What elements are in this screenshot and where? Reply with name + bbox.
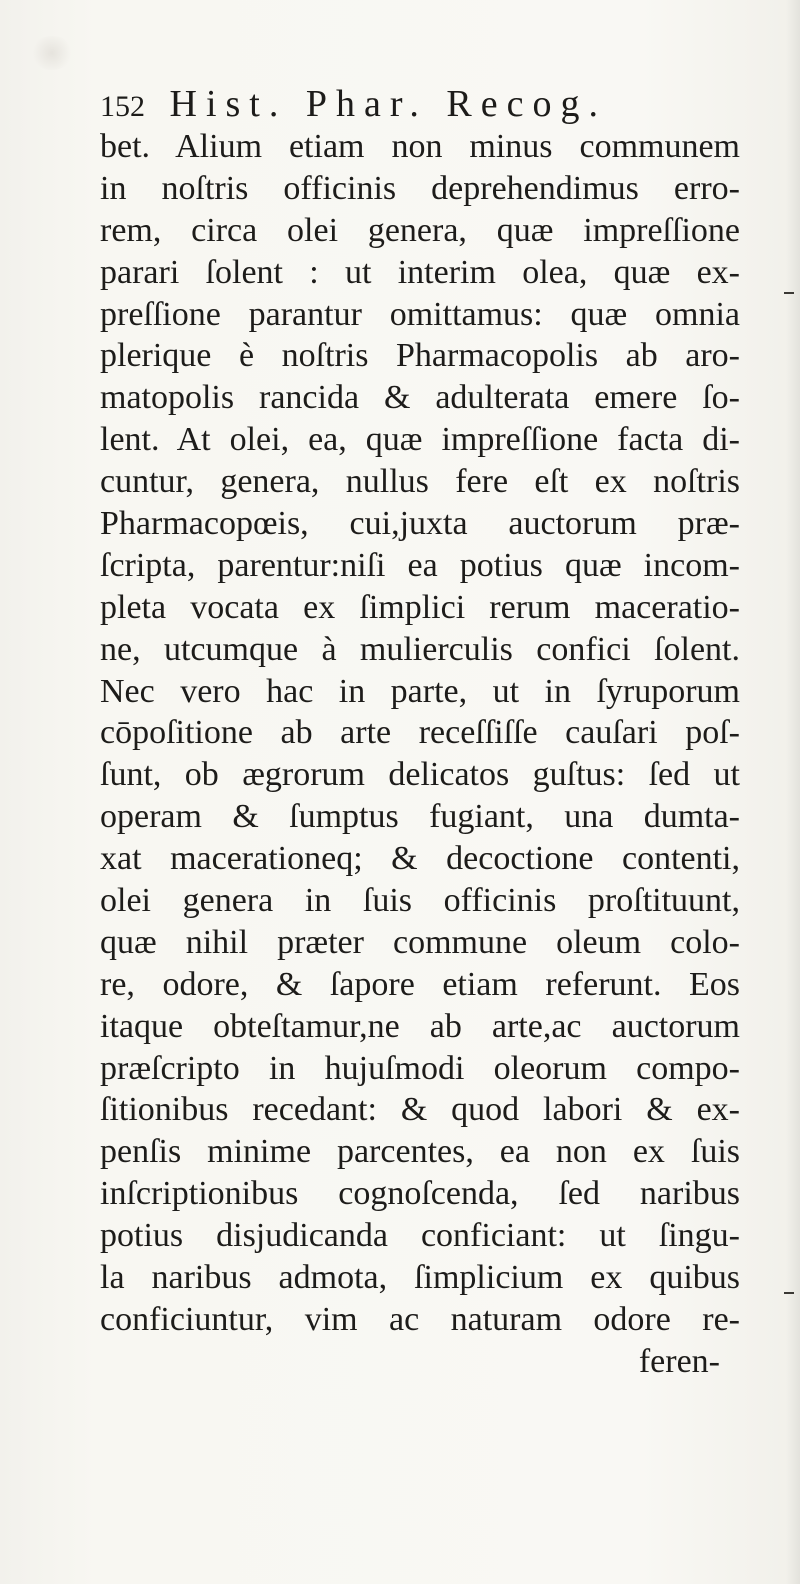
text-line: matopolis rancida & adulterata emere ſo- xyxy=(100,379,740,417)
catchword: feren- xyxy=(638,1342,720,1380)
text-line: in noſtris officinis deprehendimus erro- xyxy=(100,169,740,207)
text-line: præſcripto in hujuſmodi oleorum compo- xyxy=(100,1049,740,1087)
running-title: Hist. Phar. Recog. xyxy=(169,83,607,125)
text-line: operam & ſumptus fugiant, una dumta- xyxy=(100,798,740,836)
text-line: quæ nihil præter commune oleum colo- xyxy=(100,923,740,961)
text-line: itaque obteſtamur,ne ab arte,ac auctorum xyxy=(100,1007,740,1045)
text-line: re, odore, & ſapore etiam referunt. Eos xyxy=(100,965,740,1003)
text-line: parari ſolent : ut interim olea, quæ ex- xyxy=(100,253,740,291)
text-line: pleta vocata ex ſimplici rerum maceratio- xyxy=(100,588,740,626)
text-line: rem, circa olei genera, quæ impreſſione xyxy=(100,211,740,249)
text-line: ſitionibus recedant: & quod labori & ex- xyxy=(100,1091,740,1129)
text-line: inſcriptionibus cognoſcenda, ſed naribus xyxy=(100,1175,740,1213)
text-line: ſcripta, parentur:niſi ea potius quæ incom- xyxy=(100,546,740,584)
text-line: preſſione parantur omittamus: quæ omnia xyxy=(100,295,740,333)
text-line: conficiuntur, vim ac naturam odore re- xyxy=(100,1300,740,1338)
text-line: cōpoſitione ab arte receſſiſſe cauſari poſ- xyxy=(100,714,740,752)
page-edge-shadow xyxy=(786,0,800,1584)
margin-tick xyxy=(784,1292,794,1294)
text-line: cuntur, genera, nullus fere eſt ex noſtris xyxy=(100,463,740,501)
body-text xyxy=(100,126,740,1383)
text-line: penſis minime parcentes, ea non ex ſuis xyxy=(100,1133,740,1171)
text-line: potius disjudicanda conficiant: ut ſingu- xyxy=(100,1217,740,1255)
text-line: olei genera in ſuis officinis proſtituunt, xyxy=(100,882,740,920)
paper-smudge xyxy=(30,36,74,70)
margin-tick xyxy=(784,292,794,294)
text-line: Nec vero hac in parte, ut in ſyruporum xyxy=(100,672,740,710)
text-line: Pharmacopœis, cui,juxta auctorum præ- xyxy=(100,505,740,543)
text-line: la naribus admota, ſimplicium ex quibus xyxy=(100,1259,740,1297)
text-line: bet. Alium etiam non minus communem xyxy=(100,128,740,165)
text-line: lent. At olei, ea, quæ impreſſione facta di- xyxy=(100,421,740,459)
text-line: ne, utcumque à mulierculis confici ſolent. xyxy=(100,630,740,668)
page-number: 152 xyxy=(100,90,145,123)
text-line: xat macerationeq; & decoctione contenti, xyxy=(100,840,740,878)
text-line: plerique è noſtris Pharmacopolis ab aro- xyxy=(100,337,740,375)
page-header xyxy=(100,84,720,124)
text-line: ſunt, ob ægrorum delicatos guſtus: ſed ut xyxy=(100,756,740,794)
